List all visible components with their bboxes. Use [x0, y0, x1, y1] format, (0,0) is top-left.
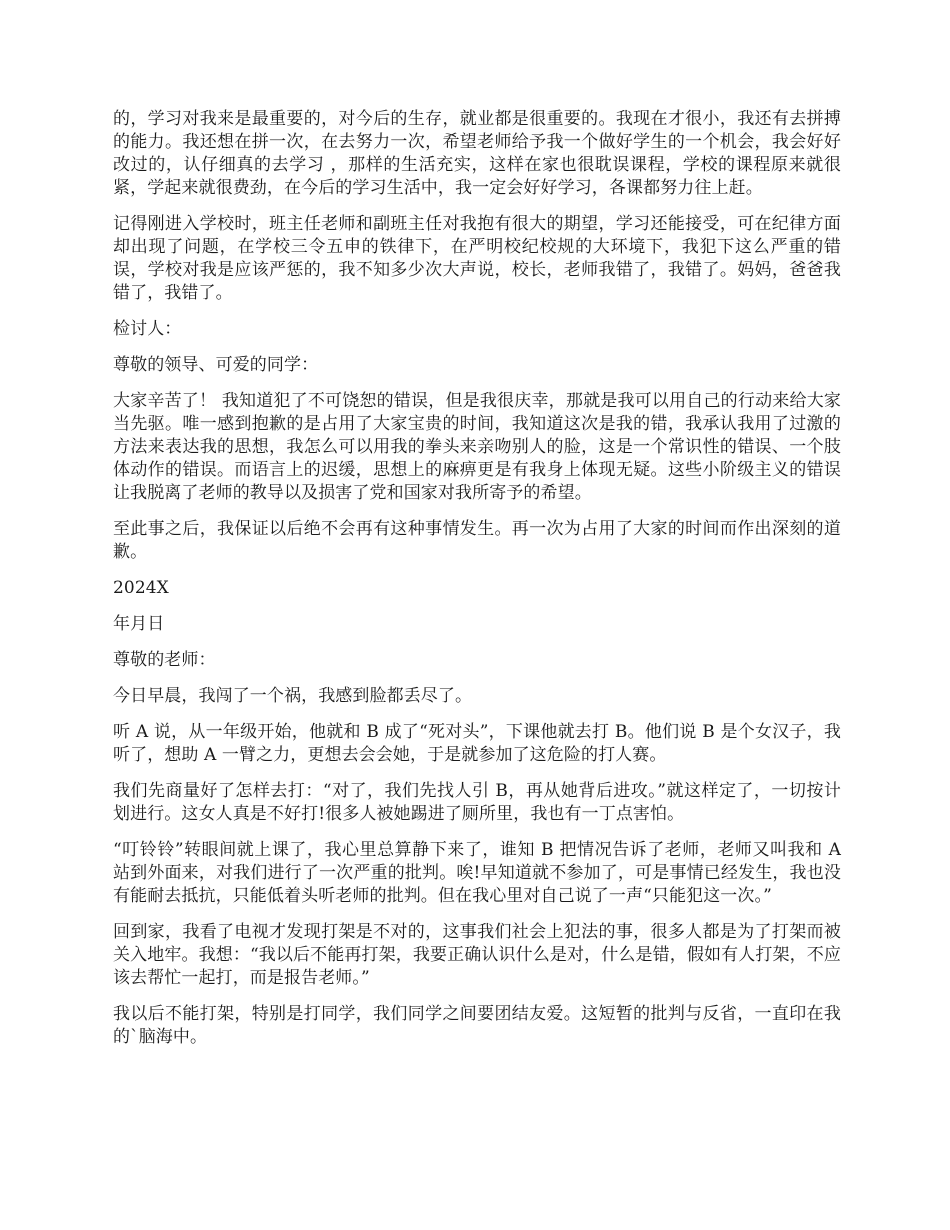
paragraph-reflection: 回到家，我看了电视才发现打架是不对的，这事我们社会上犯法的事，很多人都是为了打架而被关入地牢。我想：“我以后不能再打架，我要正确认识什么是对，什么是错，假如有人打架，不应该去帮忙一起打，而是报告老师。” — [113, 922, 841, 988]
document-body — [113, 108, 841, 1062]
paragraph-class-bell: “叮铃铃”转眼间就上课了，我心里总算静下来了，谁知 B 把情况告诉了老师，老师又叫我和 A 站到外面来，对我们进行了一次严重的批判。唉!早知道就不参加了，可是事情已经发生，我也没有能耐去抵抗，只能低着头听老师的批判。但在我心里对自己说了一声“只能犯这一次。” — [113, 840, 841, 906]
signature-label: 检讨人： — [113, 319, 182, 339]
paragraph-story-start: 听 A 说，从一年级开始，他就和 B 成了“死对头”，下课他就去打 B。他们说 B 是个女汉子，我听了，想助 A 一臂之力，更想去会会她，于是就参加了这危险的打人赛。 — [113, 722, 841, 765]
paragraph-school-memory: 记得刚进入学校时，班主任老师和副班主任对我抱有很大的期望，学习还能接受，可在纪律方面却出现了问题，在学校三令五申的铁律下，在严明校纪校规的大环境下，我犯下这么严重的错误，学校对我是应该严惩的，我不知多少次大声说，校长，老师我错了，我错了。妈妈，爸爸我错了，我错了。 — [113, 214, 841, 303]
paragraph-study-importance: 的，学习对我来是最重要的，对今后的生存，就业都是很重要的。我现在才很小，我还有去拼搏的能力。我还想在拼一次，在去努力一次，希望老师给予我一个做好学生的一个机会，我会好好改过的，认仔细真的去学习 ，那样的生活充实，这样在家也很耽误课程，学校的课程原来就很紧，学起来就很费劲，在今后的学习生活中，我一定会好好学习，各课都努力往上赶。 — [113, 109, 841, 198]
paragraph-plan: 我们先商量好了怎样去打：“对了，我们先找人引 B，再从她背后进攻。”就这样定了，一切按计划进行。这女人真是不好打!很多人被她踢进了厕所里，我也有一丁点害怕。 — [113, 781, 841, 824]
paragraph-morning: 今日早晨，我闯了一个祸，我感到脸都丢尽了。 — [113, 686, 473, 706]
paragraph-promise: 至此事之后，我保证以后绝不会再有这种事情发生。再一次为占用了大家的时间而作出深刻的道歉。 — [113, 519, 841, 562]
salutation-leaders: 尊敬的领导、可爱的同学： — [113, 355, 319, 375]
paragraph-conclusion: 我以后不能打架，特别是打同学，我们同学之间要团结友爱。这短暂的批判与反省，一直印在我的`脑海中。 — [113, 1004, 841, 1047]
document-year: 2024X — [113, 578, 169, 598]
paragraph-apology-classmates: 大家辛苦了！ 我知道犯了不可饶恕的错误，但是我很庆幸，那就是我可以用自己的行动来给大家当先驱。唯一感到抱歉的是占用了大家宝贵的时间，我知道这次是我的错，我承认我用了过激的方法来表达我的思想，我怎么可以用我的拳头来亲吻别人的脸，这是一个常识性的错误、一个肢体动作的错误。而语言上的迟缓，思想上的麻痹更是有我身上体现无疑。这些小阶级主义的错误让我脱离了老师的教导以及损害了党和国家对我所寄予的希望。 — [113, 391, 841, 503]
salutation-teacher: 尊敬的老师： — [113, 650, 216, 670]
document-date: 年月日 — [113, 614, 165, 634]
